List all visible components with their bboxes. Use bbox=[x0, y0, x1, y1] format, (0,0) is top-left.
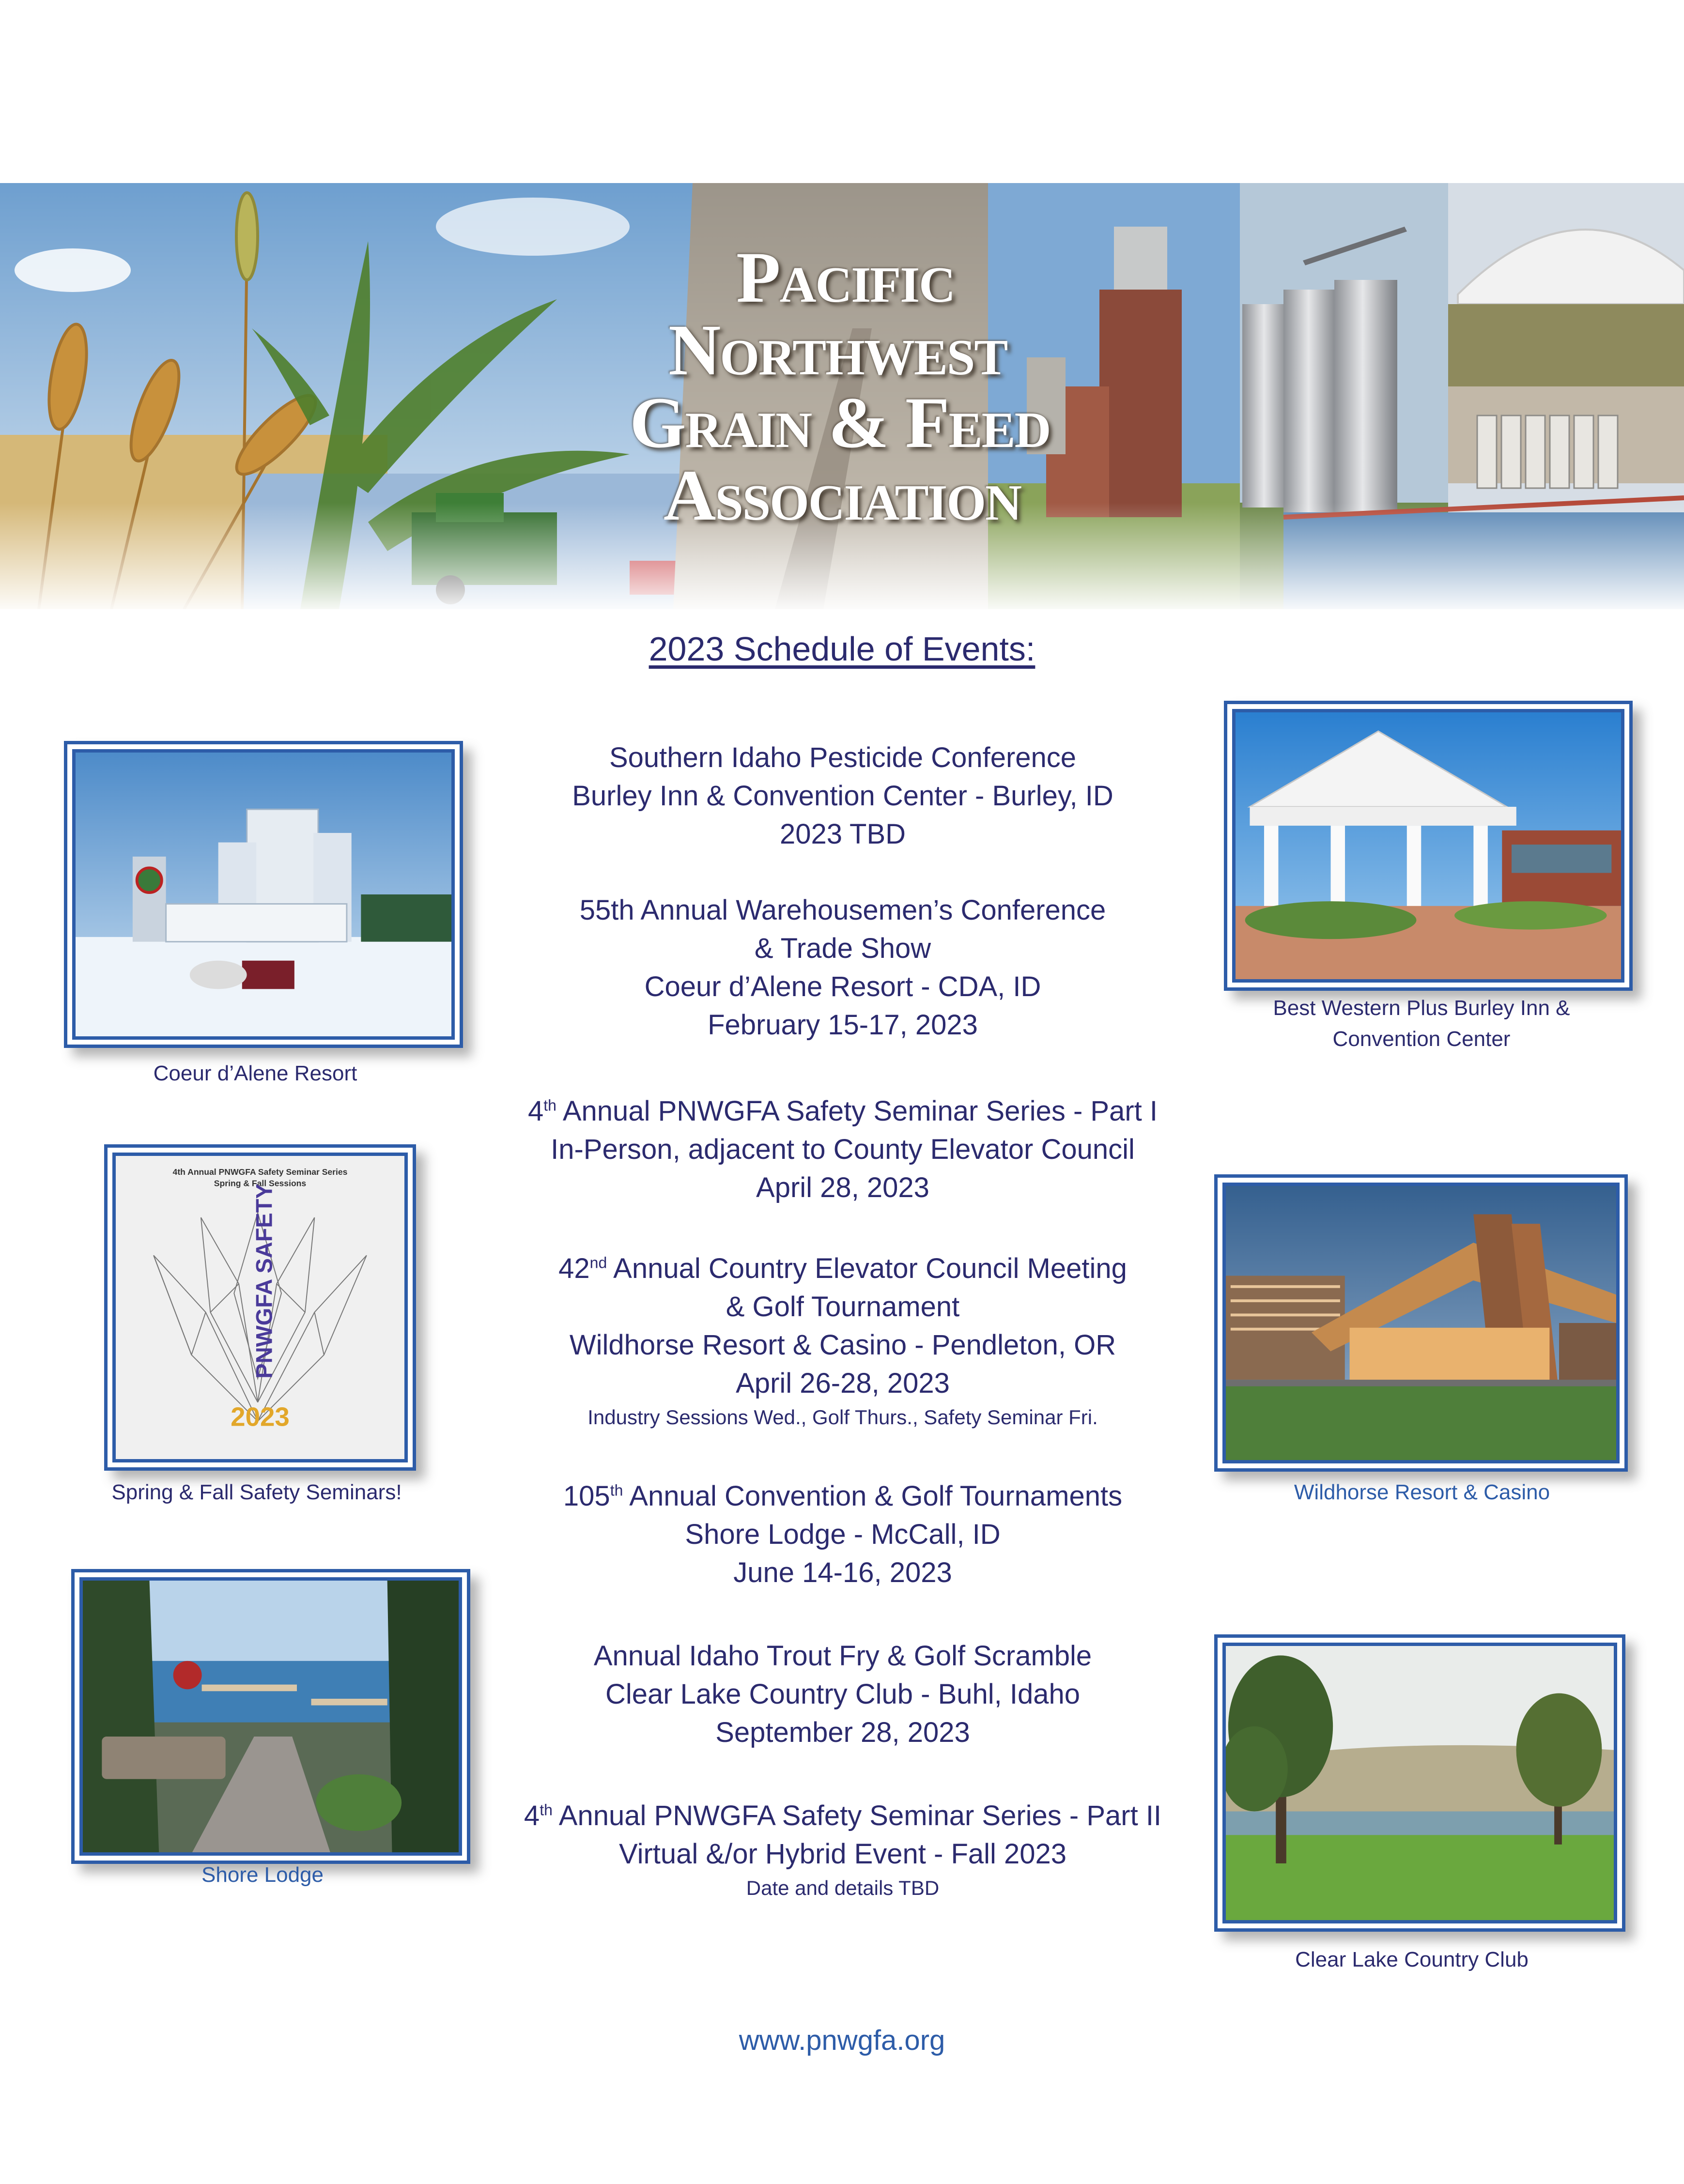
event-line bbox=[484, 1249, 1201, 1288]
event-line: Southern Idaho Pesticide Conference bbox=[609, 742, 1077, 773]
association-logo-title bbox=[605, 237, 1090, 536]
burley-inn-image bbox=[1236, 712, 1621, 979]
event-ordinal-suffix: th bbox=[543, 1096, 556, 1114]
photo-wildhorse-resort bbox=[1214, 1174, 1628, 1472]
event-line: & Golf Tournament bbox=[726, 1291, 960, 1323]
flyer-header-2: Spring & Fall Sessions bbox=[214, 1178, 307, 1188]
wildhorse-resort-image bbox=[1226, 1186, 1616, 1460]
logo-line-4: Association bbox=[664, 455, 1021, 536]
event-line: Wildhorse Resort & Casino - Pendleton, OR bbox=[569, 1329, 1116, 1361]
schedule-heading: 2023 Schedule of Events: bbox=[649, 630, 1035, 668]
event-line: In-Person, adjacent to County Elevator Council bbox=[551, 1134, 1135, 1165]
photo-shore-lodge bbox=[71, 1569, 470, 1864]
photo-burley-inn bbox=[1224, 701, 1633, 991]
event-safety-seminar-part1 bbox=[484, 1092, 1201, 1207]
caption-line: Best Western Plus Burley Inn & bbox=[1273, 996, 1570, 1020]
event-annual-convention bbox=[484, 1477, 1201, 1592]
event-line: September 28, 2023 bbox=[715, 1717, 970, 1748]
event-title: Annual Convention & Golf Tournaments bbox=[629, 1480, 1123, 1512]
caption-coeur-dalene-resort: Coeur d’Alene Resort bbox=[153, 1061, 357, 1085]
event-title: Annual PNWGFA Safety Seminar Series - Part II bbox=[558, 1800, 1162, 1831]
event-line: June 14-16, 2023 bbox=[733, 1557, 952, 1588]
photo-clear-lake-country-club bbox=[1214, 1634, 1625, 1932]
event-line: April 28, 2023 bbox=[756, 1172, 929, 1203]
event-line: Coeur d’Alene Resort - CDA, ID bbox=[644, 971, 1041, 1002]
event-line: Virtual &/or Hybrid Event - Fall 2023 bbox=[618, 1838, 1067, 1870]
event-line: Shore Lodge - McCall, ID bbox=[685, 1519, 1001, 1550]
flyer-vertical-title: PNWGFA SAFETY bbox=[251, 1184, 277, 1379]
logo-line-2: Northwest bbox=[668, 310, 1007, 390]
event-safety-seminar-part2 bbox=[484, 1797, 1201, 1903]
event-pesticide-conference bbox=[484, 738, 1201, 853]
event-line: 55th Annual Warehousemen’s Conference bbox=[579, 894, 1106, 926]
event-line: Annual Idaho Trout Fry & Golf Scramble bbox=[593, 1640, 1092, 1672]
event-note: Industry Sessions Wed., Golf Thurs., Safety Seminar Fri. bbox=[587, 1406, 1098, 1429]
logo-line-3: Grain & Feed bbox=[630, 383, 1051, 463]
event-line: Burley Inn & Convention Center - Burley, ID bbox=[572, 780, 1113, 812]
logo-line-1: Pacific bbox=[736, 237, 955, 318]
event-ordinal-suffix: th bbox=[540, 1801, 553, 1819]
caption-wildhorse-resort: Wildhorse Resort & Casino bbox=[1294, 1480, 1550, 1504]
caption-safety-seminars: Spring & Fall Safety Seminars! bbox=[111, 1480, 402, 1504]
caption-shore-lodge: Shore Lodge bbox=[201, 1863, 324, 1887]
shore-lodge-image bbox=[83, 1581, 459, 1852]
safety-seminar-flyer-image bbox=[116, 1156, 404, 1459]
event-line: February 15-17, 2023 bbox=[708, 1009, 978, 1041]
coeur-dalene-resort-image bbox=[76, 753, 451, 1036]
event-line: 2023 TBD bbox=[779, 818, 906, 850]
event-ordinal: 42 bbox=[558, 1253, 590, 1284]
event-trout-fry bbox=[484, 1637, 1201, 1752]
event-warehousemen-conference bbox=[484, 891, 1201, 1044]
event-title: Annual PNWGFA Safety Seminar Series - Part I bbox=[562, 1095, 1158, 1127]
event-ordinal-suffix: nd bbox=[589, 1254, 607, 1272]
caption-burley-inn bbox=[1206, 993, 1637, 1055]
event-line: April 26-28, 2023 bbox=[736, 1368, 950, 1399]
event-line bbox=[484, 1092, 1201, 1130]
flyer-header-1: 4th Annual PNWGFA Safety Seminar Series bbox=[172, 1167, 348, 1177]
flyer-year: 2023 bbox=[231, 1401, 290, 1432]
event-ordinal: 4 bbox=[524, 1800, 540, 1831]
event-ordinal: 105 bbox=[563, 1480, 610, 1512]
event-line: & Trade Show bbox=[754, 933, 931, 964]
event-title: Annual Country Elevator Council Meeting bbox=[613, 1253, 1127, 1284]
photo-safety-seminar-flyer bbox=[104, 1144, 416, 1471]
event-note: Date and details TBD bbox=[746, 1876, 940, 1899]
event-line bbox=[484, 1477, 1201, 1515]
photo-coeur-dalene-resort bbox=[64, 741, 463, 1048]
header-banner bbox=[0, 183, 1684, 609]
website-link[interactable]: www.pnwgfa.org bbox=[739, 2025, 945, 2056]
event-country-elevator-council bbox=[484, 1249, 1201, 1432]
event-line: Clear Lake Country Club - Buhl, Idaho bbox=[605, 1678, 1081, 1710]
clear-lake-country-club-image bbox=[1226, 1646, 1614, 1920]
event-line bbox=[484, 1797, 1201, 1835]
event-ordinal-suffix: th bbox=[610, 1481, 623, 1499]
caption-line: Convention Center bbox=[1332, 1027, 1511, 1051]
caption-clear-lake-country-club: Clear Lake Country Club bbox=[1295, 1948, 1529, 1971]
event-ordinal: 4 bbox=[527, 1095, 544, 1127]
